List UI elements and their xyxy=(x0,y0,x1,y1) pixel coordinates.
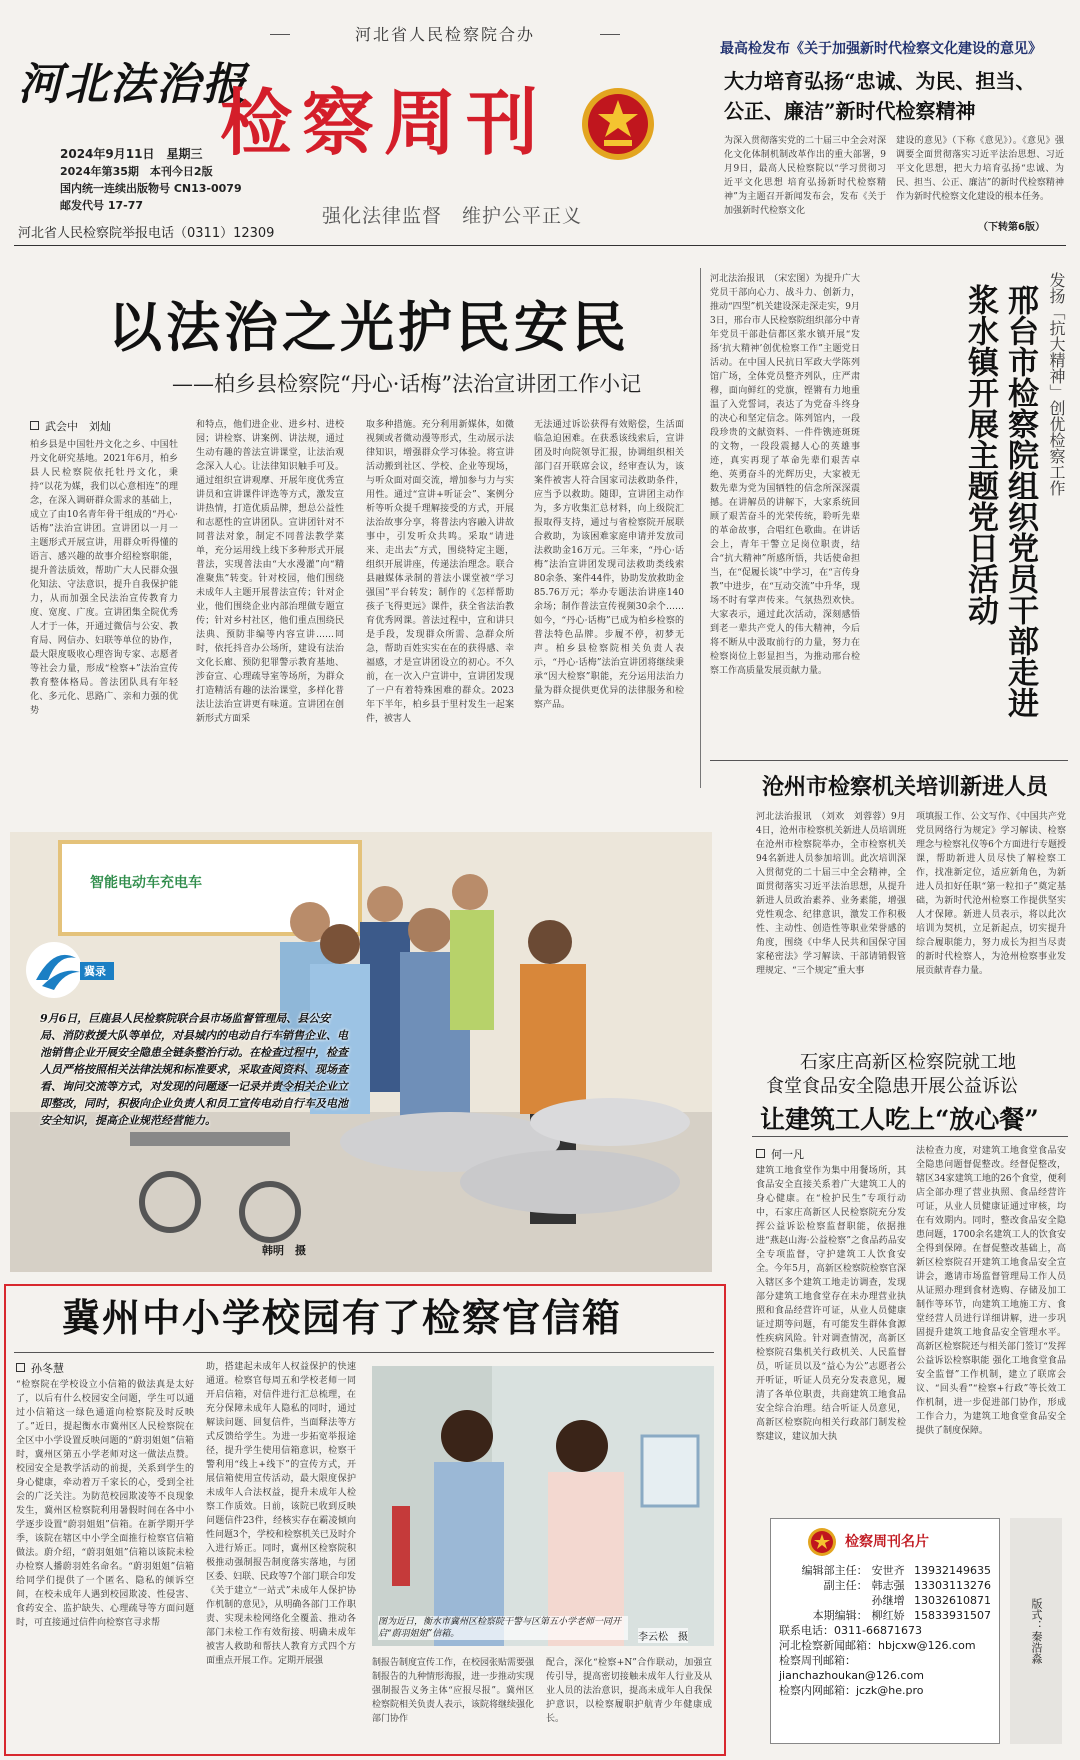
top-turn-note: （下转第6版） xyxy=(978,222,1045,233)
card-deputy1-tel: 13303113276 xyxy=(914,1579,991,1592)
training-col-1: 河北法治报讯 （刘欢 刘蓉蓉）9月4日，沧州市检察机关新进人员培训班在沧州市检察院举办，全市检察机关94名新进人员参加培训。此次培训深入贯彻党的二十届三中全会精神，全面贯彻落实习近平法治思想，从提升新进人员政治素养、业务素能，增强党性观念、纪律意识，激发工作积极性、主动性、创造性等职业荣誉感的角度，围绕《中华人民共和国保守国家秘密法》学习解读、干部请销假管理规定、“三个规定”重大事 xyxy=(756,812,906,976)
top-headline xyxy=(724,66,1064,126)
mailbox-col-2: 助，搭建起未成年人权益保护的快速通道。检察官每周五和学校老师一同开启信箱，对信件进行汇总梳理，在充分保障未成年人隐私的同时，通过解读问题、回复信件，当面释法等方式反馈给学生。为进一步拓宽举报途径，提升学生使用信箱意识，检察干警利用“线上+线下”的宣传方式，开展信箱使用宣传活动，最大限度保护未成年人合法权益，提升未成年人检察工作质效。日前，该院已收到反映问题信件23件，经核实存在霸凌倾向性问题3个，学校和检察机关已及时介入进行矫正。同时，冀州区检察院积极推动强制报告制度落实落地，与团区委、妇联、民政等7个部门联合印发《关于建立“一站式”未成年人保护协作机制的意见》，从明确各部门工作职责、实现未检网络化全覆盖、推动各部门未检工作有效衔接、明确未成年被害人救助和帮扶人教育方式四个方面重点开展工作。定期开展强 xyxy=(206,1362,356,1666)
card-phone-text: 联系电话：0311-66871673 xyxy=(779,1624,922,1637)
card-email1 xyxy=(779,1638,991,1653)
mailbox-photo-credit: 李云松 摄 xyxy=(638,1628,688,1643)
training-col-2: 项填报工作、公文写作、《中国共产党党员网络行为规定》学习解读、检察理念与检察礼仪等6个方面进行专题授课，帮助新进人员尽快了解检察工作，找准新定位，适应新角色，为新进人员扣好任职“第一粒扣子”奠定基础，为新时代沧州检察工作提供坚实人才保障。新进人员表示，将以此次培训为契机，立足新起点，切实提升综合履职能力，努力成长为担当尽责的新时代检察人，为沧州检察事业发展贡献青春力量。 xyxy=(916,812,1066,976)
card-email2-label-row xyxy=(779,1653,991,1668)
byline-square-icon xyxy=(30,421,39,430)
jilu-logo xyxy=(24,936,116,1006)
card-issue-editor: 柳红娇 xyxy=(871,1609,905,1622)
card-title: 检察周刊名片 xyxy=(845,1534,929,1550)
main-photo-credit: 韩明 摄 xyxy=(262,1244,306,1257)
section-title: 检察周刊 xyxy=(220,81,549,165)
mailbox-byline-text: 孙冬慧 xyxy=(31,1362,64,1375)
layout-credit: 版式：秦浩淼 xyxy=(1010,1518,1062,1744)
card-editor-row xyxy=(779,1563,991,1578)
card-issue-editor-tel: 15833931507 xyxy=(914,1609,991,1622)
issue-date: 2024年9月11日 星期三 xyxy=(60,147,203,161)
photo-store-banner: 智能电动车充电车 xyxy=(90,875,202,891)
card-email3 xyxy=(779,1683,991,1698)
canteen-col-1: 建筑工地食堂作为集中用餐场所，其食品安全直接关系着广大建筑工人的身心健康。在“检护民生”专项行动中，石家庄高新区人民检察院充分发挥公益诉讼检察监督职能，依据推进“燕赵山海·公益检察”之食品药品安全专项监督，守护建筑工人饮食安全。今年5月，高新区检察院检察官深入辖区多个建筑工地走访调查，发现部分建筑工地食堂存在未办理营业执照和食品经营许可证，从业人员健康证过期等问题，有可能发生群体食源性疾病风险。针对调查情况，高新区检察院召集机关行政机关、人民监督员，听证员以及“益心为公”志愿者公开听证，听证人员充分发表意见，履清了各单位职责，共商建筑工地食品安全综合治理。结合听证人员意见，高新区检察院向相关行政部门制发检察建议，建议加大执 xyxy=(756,1166,906,1442)
card-email1-label: 河北检察新闻邮箱： xyxy=(779,1639,878,1652)
paper-logo xyxy=(18,48,248,112)
mailbox-col-4: 配合，深化“检察+N”合作联动，加强宣传引导，提高密切接触未成年人行业及从业人员的法治意识，提高未成年人自我保护意识，以检察履职护航青少年健康成长。 xyxy=(546,1658,712,1724)
card-deputy1: 韩志强 xyxy=(871,1579,905,1592)
lead-byline-text: 武会中 刘灿 xyxy=(45,420,111,433)
mailbox-photo xyxy=(372,1366,714,1646)
card-editor-tel: 13932149635 xyxy=(914,1564,991,1577)
top-body-left: 为深入贯彻落实党的二十届三中全会对深化文化体制机制改革作出的重大部署，9月9日，最高人民检察院以“学习贯彻习近平文化思想 培育弘扬新时代检察精神”为主题召开新闻发布会，发布《关于加强新时代检察文化 xyxy=(724,136,886,216)
top-body-right: 建设的意见》（下称《意见》）。《意见》强调要全面贯彻落实习近平法治思想、习近平文化思想，把大力培育弘扬“忠诚、为民、担当、公正、廉洁”的新时代检察精神作为新时代检察文化建设的根本任务。 xyxy=(896,136,1064,202)
card-email3-label: 检察内网邮箱： xyxy=(779,1684,856,1697)
card-deputy2-row xyxy=(779,1593,991,1608)
card-issue-editor-row xyxy=(779,1608,991,1623)
card-deputy2: 孙继增 xyxy=(871,1594,905,1607)
mailbox-photo-caption: 图为近日，衡水市冀州区检察院干警与区第五小学老师一同开启“蔚羽姐姐”信箱。 xyxy=(378,1616,628,1640)
card-email3-link[interactable]: jczk@he.pro xyxy=(856,1684,924,1697)
mailbox-headline: 冀州中小学校园有了检察官信箱 xyxy=(62,1296,623,1340)
issue-info xyxy=(60,146,242,214)
issue-postal: 邮发代号 17-77 xyxy=(60,199,144,212)
top-kicker: 最高检发布《关于加强新时代检察文化建设的意见》 xyxy=(720,41,1042,57)
byline-square-icon xyxy=(16,1363,25,1372)
card-deputy-label: 副主任： xyxy=(823,1579,868,1592)
feature-tagline: 发扬「抗大精神」创优检察工作 xyxy=(1047,272,1066,496)
feature-headline: 邢台市检察院组织党员干部走进浆水镇开展主题党日活动 xyxy=(962,284,1038,718)
card-email2 xyxy=(779,1668,991,1683)
canteen-byline-text: 何一凡 xyxy=(771,1148,804,1161)
card-email2-label: 检察周刊邮箱： xyxy=(779,1654,856,1667)
card-issue-editor-label: 本期编辑： xyxy=(812,1609,868,1622)
slogan: 强化法律监督 维护公平正义 xyxy=(322,205,583,227)
procuratorate-emblem xyxy=(580,86,656,162)
training-headline: 沧州市检察机关培训新进人员 xyxy=(762,774,1049,800)
lead-headline: 以法治之光护民安民 xyxy=(108,296,630,359)
jilu-logo-text: 冀录 xyxy=(84,965,106,978)
lead-subhead: ——柏乡县检察院“丹心·话梅”法治宣讲团工作小记 xyxy=(172,372,642,396)
canteen-head-line2: 食堂食品安全隐患开展公益诉讼 xyxy=(766,1076,1018,1097)
card-deputy2-tel: 13032610871 xyxy=(914,1594,991,1607)
card-phone xyxy=(779,1623,991,1638)
cooperation-text: 河北省人民检察院合办 xyxy=(354,25,535,44)
card-email1-link[interactable]: hbjcxw@126.com xyxy=(878,1639,976,1652)
feature-body: 河北法治报讯 （宋宏图）为提升广大党员干部向心力、战斗力、创新力，推动“四型”机关建设深走深走实，9月3日，邢台市人民检察院组织部分中青年党员干部赴信都区浆水镇开展“发扬‘抗大精神’创优检察工作”主题党日活动。在中国人民抗日军政大学陈列馆广场，全体党员整齐列队，庄严肃穆，面向鲜红的党旗，铿锵有力地重温了入党誓词，表达了为党奋斗终身的决心和坚定信念。陈列馆内，一段段珍贵的文献资料、一件件镌迹斑斑的文物，一段段震撼人心的英雄事迹，真实再现了革命先辈们艰苦卓绝、英勇奋斗的光辉历史，大家被无数先辈为党为国牺牲的信念所深深震撼。在讲解员的讲解下，大家系统回顾了艰苦奋斗的光荣传统，聆听先辈的革命故事，合唱红色歌曲。在讲话会上，青年干警立足岗位职责，结合“抗大精神”所感所悟，共话使命担当，在“促履长谈”中学习，在“言传身教”中进步，在“互动交流”中升华，现场不时有掌声传来。气氛热烈欢快。大家表示，通过此次活动，深刻感悟到老一辈共产党人的伟大精神，今后将不断从中汲取前行的力量，努力在检察岗位上彰显担当，为推动邢台检察工作高质量发展贡献力量。 xyxy=(710,274,860,676)
main-photo xyxy=(10,832,712,1272)
canteen-byline xyxy=(756,1146,804,1162)
main-photo-caption: 9月6日，巨鹿县人民检察院联合县市场监督管理局、县公安局、消防救援大队等单位，对县城内的电动自行车销售企业、电池销售企业开展安全隐患全链条整治行动。在检查过程中，检查人员严格按照相关法律法规和标准要求，采取查阅资料、现场查看、询问交流等方式，对发现的问题逐一记录并责令相关企业立即整改，同时，积极向企业负责人和员工宣传电动自行车及电池安全知识，提高企业规范经营能力。 xyxy=(40,1012,348,1127)
name-card xyxy=(770,1518,1000,1744)
lead-col-1: 柏乡县是中国牡丹文化之乡、中国牡丹文化研究基地。2021年6月，柏乡县人民检察院依托牡丹文化，秉持“以花为媒，我们以心意相连”的理念，在深入调研群众需求的基础上，成立了由10名青年骨干组成的“丹心·话梅”法治宣讲团。宣讲团以一月一主题形式开展宣讲，用群众听得懂的语言、感兴趣的故事介绍检察职能，提升普法质效，帮助广大人民群众强化知法、守法意识，提升自我保护能力，从而加强全民法治宣传教育力度、宽度、广度。宣讲团集全院优秀人才于一体，开通过微信与公安、教育局、网信办、妇联等单位的协作，最大限度吸收心理咨询专家、志愿者等社会力量，形成“检察+”法治宣传教育整体格局。普法团队具有年轻化、多元化、思路广、亲和力强的优势 xyxy=(30,440,178,716)
top-headline-line1: 大力培育弘扬“忠诚、为民、担当、 xyxy=(724,69,1036,93)
card-email2-link[interactable]: jianchazhoukan@126.com xyxy=(779,1669,924,1682)
card-editor: 安世齐 xyxy=(871,1564,905,1577)
lead-col-3: 取多种措施。充分利用新媒体，如微视频或者微动漫等形式，生动展示法律知识，增强群众学习体验。将宣讲活动搬到社区、学校、企业等现场，与听众面对面交流，增加参与力与实用性。通过“宣讲+听证会”、案例分析等听众提千理解接受的方式，开展法治故事分享，将普法内容融入讲故事中，引发听众共鸣。采取“请进来、走出去”方式，围绕特定主题，组织开展讲座，传递法治理念。联合县融媒体录制的普法小课堂被“学习强国”平台转发；制作的《怎样帮助孩子飞得更远》课件，获全省法治教育优秀网课。普法过程中，宣和讲只是手段，发现群众所需、急群众所急，帮助百姓实实在在的获得感、幸福感，才是宣讲团设立的初心。不久前，在一次入户宣讲中，宣讲团发现了一户有着特殊困难的群众。2023年下半年，柏乡县于里村发生一起案件，被害人 xyxy=(366,420,514,724)
canteen-head-main: 让建筑工人吃上“放心餐” xyxy=(760,1105,1039,1134)
cooperation-banner xyxy=(290,22,600,48)
mailbox-col-3: 制报告制度宣传工作，在校园张贴需要强制报告的九种情形海报，进一步推动实现强制报告义务主体“应报尽报”。冀州区检察院相关负责人表示，该院将继续强化部门协作 xyxy=(372,1658,534,1724)
card-emblem-icon xyxy=(807,1527,837,1557)
mailbox-byline xyxy=(16,1360,64,1376)
lead-col-2: 和特点，他们进企业、进乡村、进校园；讲检察、讲案例、讲法规，通过生动有趣的普法宣讲课堂，让法治观念深入人心。让法律知识触手可及。通过组织宣讲观摩、开展年度优秀宣讲员和宣讲课件评选等方式，激发宣讲热情，打造优质品牌，想总公益性和志愿性的宣讲团队。宣讲团针对不同普法对象，制定不同普法教学菜单，充分运用线上线下多种形式开展普法，实现普法由“大水漫灌”向“精准聚焦”转变。针对校园，他们围绕未成年人主题开展普法宣传；针对企业，他们围绕企业内部治理做专题宣传；针对乡村社区，他们重点围绕民法典、预防非编等内容宣讲……同时，依托抖音办公场所，建设有法治文化长廊、预防犯罪警示教育基地、涉奋宣、心理疏导室等场所，为群众打造精活有趣的法治课堂，多样化普法让法治宣讲更有味道。宣讲团在创新形式方面采 xyxy=(196,420,344,724)
lead-col-4: 无法通过诉讼获得有效赔偿，生活面临急迫困难。在获悉该线索后，宣讲团及时向院领导汇报，协调组织相关部门召开联席会议，经审查认为，该案件被害人符合国家司法救助条件，应当予以救助。随即，宣讲团主动作为，多方收集汇总材料，向上级院汇报取得支持，通过与省检察院开展联合救助，为该困难家庭申请并发放司法救助金16万元。三年来，“丹心·话梅”法治宣讲团发现司法救助类线索80余条、案件44件，协助发放救助金85.76万元；举办专题法治讲座140余场；制作普法宣传视频30余个……如今，“丹心·话梅”已成为柏乡检察的普法特色品牌。步履不停，初梦无声。柏乡县检察院相关负责人表示，“丹心·话梅”法治宣讲团将继续秉承“因大检察”职能，充分运用法治力量为群众提供更优异的法律服务和检察产品。 xyxy=(534,420,684,710)
card-deputy-row xyxy=(779,1578,991,1593)
issue-number: 2024年第35期 本刊今日2版 xyxy=(60,165,213,178)
canteen-col-2: 法检查力度，对建筑工地食堂食品安全隐患问题督促整改。经督促整改，辖区34家建筑工地的26个食堂，便利店全部办理了营业执照、食品经营许可证，从业人员健康证通过审核，均在有效期内。同时，整改食品安全隐患问题，1700余名建筑工人的饮食安全得到保障。在督促整改基础上，高新区检察院召开建筑工地食品安全宣讲会，邀请市场监督管理局工作人员从证照办理到食材选购、存储及加工制作等环节，向建筑工地施工方、食堂经营人员进行详细讲解，进一步巩固提升建筑工地食品安全管理水平。高新区检察院还与相关部门签订“发挥公益诉讼检察职能 强化工地食堂食品安全监督”工作机制，建立了联席会议、“回头看”“检察+行政”等长效工作机制，进一步促进部门协作，形成工作合力，为建筑工地食堂食品安全提供了制度保障。 xyxy=(916,1146,1066,1436)
mailbox-col-1: “检察院在学校设立小信箱的做法真是太好了，以后有什么校园安全问题，学生可以通过小信箱这一绿色通道向检察院及时反映了。”近日，提起衡水市冀州区人民检察院在全区中小学设置反映问题的“蔚羽姐姐”信箱时，冀州区第五小学老师对这一做法点赞。校园安全是教学活动的前提，关系到学生的身心健康，牵动着万千家长的心，受到全社会的广泛关注。为防范校园欺凌等不良现象发生，冀州区检察院利用暑假时间在各中小学逐步设置“蔚羽姐姐”信箱。在新学期开学季，该院在辖区中小学全面推行检察官信箱做法。蔚介绍，“蔚羽姐姐”信箱以该院未检办检察人播蔚羽姓名命名。“蔚羽姐姐”信箱给同学们提供了一个匿名、隐私的倾诉空间，在校未成年人遇到校园欺凌、性侵害、食药安全、监护缺失、心理疏导等方面问题时，可直接通过信件向检察官寻求帮 xyxy=(16,1380,194,1628)
lead-byline xyxy=(30,418,111,434)
paper-name: 河北法治报 xyxy=(18,59,248,110)
canteen-head-line1: 石家庄高新区检察院就工地 xyxy=(800,1052,1016,1073)
top-headline-line2: 公正、廉洁”新时代检察精神 xyxy=(724,99,976,123)
report-hotline: 河北省人民检察院举报电话（0311）12309 xyxy=(18,226,275,241)
card-editor-label: 编辑部主任： xyxy=(801,1564,868,1577)
issue-cn: 国内统一连续出版物号 CN13-0079 xyxy=(60,182,242,195)
byline-square-icon xyxy=(756,1149,765,1158)
